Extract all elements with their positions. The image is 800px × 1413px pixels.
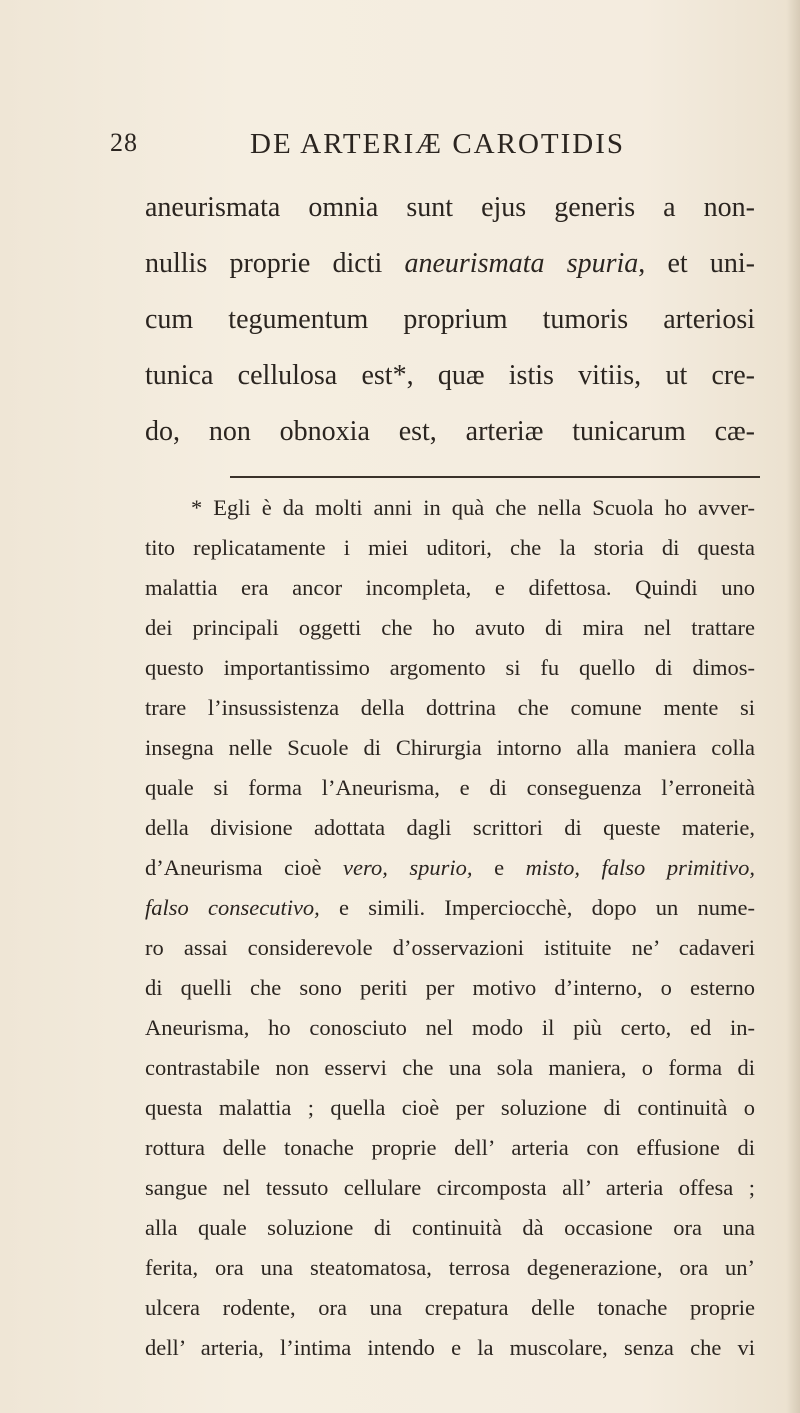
main-text-line xyxy=(145,348,755,404)
main-text-line xyxy=(145,404,755,460)
text-run: ro assai considerevole d’osservazioni istituite ne’ cadaveri xyxy=(145,935,755,960)
footnote-line xyxy=(145,1088,755,1128)
footnote-line xyxy=(145,688,755,728)
text-run: di quelli che sono periti per motivo d’interno, o esterno xyxy=(145,975,755,1000)
text-run: della divisione adottata dagli scrittori di queste materie, xyxy=(145,815,755,840)
footnote-line xyxy=(145,1128,755,1168)
italic-text-run: aneurismata spuria xyxy=(404,248,639,279)
text-run: e simili. Imperciocchè, dopo un nume- xyxy=(319,895,755,920)
text-run: quale si forma l’Aneurisma, e di conseguenza l’erroneità xyxy=(145,775,755,800)
text-run: Aneurisma, ho conosciuto nel modo il più certo, ed in- xyxy=(145,1015,755,1040)
text-run: e xyxy=(472,855,526,880)
text-run: tito replicatamente i miei uditori, che la storia di questa xyxy=(145,535,755,560)
text-run: ferita, ora una steatomatosa, terrosa degenerazione, ora un’ xyxy=(145,1255,755,1280)
footnote-line xyxy=(145,1328,755,1368)
footnote-line xyxy=(145,648,755,688)
footnote-line xyxy=(145,1208,755,1248)
footnote-line xyxy=(145,1168,755,1208)
footnote-line xyxy=(145,968,755,1008)
main-text-block xyxy=(145,180,755,460)
main-text-line xyxy=(145,180,755,236)
page-edge-shadow xyxy=(786,0,800,1413)
footnote-line xyxy=(145,1008,755,1048)
footnote-line xyxy=(145,848,755,888)
footnote-line xyxy=(145,488,755,528)
text-run: malattia era ancor incompleta, e difettosa. Quindi uno xyxy=(145,575,755,600)
footnote-line xyxy=(145,1248,755,1288)
footnote-block xyxy=(145,488,755,1368)
footnote-line xyxy=(145,528,755,568)
text-run: , et uni- xyxy=(638,248,755,279)
page-number: 28 xyxy=(110,128,138,157)
text-run: do, non obnoxia est, arteriæ tunicarum cæ- xyxy=(145,416,755,447)
footnote-line xyxy=(145,808,755,848)
text-run: questa malattia ; quella cioè per soluzione di continuità o xyxy=(145,1095,755,1120)
footnote-line xyxy=(145,568,755,608)
text-run: dell’ arteria, l’intima intendo e la muscolare, senza che vi xyxy=(145,1335,755,1360)
italic-text-run: misto, falso primitivo, xyxy=(525,855,755,880)
page-header xyxy=(110,128,710,168)
text-run: dei principali oggetti che ho avuto di mira nel trattare xyxy=(145,615,755,640)
main-text-line xyxy=(145,236,755,292)
text-run: cum tegumentum proprium tumoris arteriosi xyxy=(145,304,755,335)
footnote-line xyxy=(145,728,755,768)
italic-text-run: vero, spurio, xyxy=(343,855,473,880)
text-run: sangue nel tessuto cellulare circomposta all’ arteria offesa ; xyxy=(145,1175,755,1200)
text-run: alla quale soluzione di continuità dà occasione ora una xyxy=(145,1215,755,1240)
text-run: ulcera rodente, ora una crepatura delle tonache proprie xyxy=(145,1295,755,1320)
footnote-line xyxy=(145,768,755,808)
text-run: questo importantissimo argomento si fu quello di dimos- xyxy=(145,655,755,680)
footnote-line xyxy=(145,928,755,968)
text-run: insegna nelle Scuole di Chirurgia intorno alla maniera colla xyxy=(145,735,755,760)
text-run: tunica cellulosa est*, quæ istis vitiis, ut cre- xyxy=(145,360,755,391)
footnote-separator-rule xyxy=(230,476,760,478)
footnote-line xyxy=(145,888,755,928)
text-run: d’Aneurisma cioè xyxy=(145,855,344,880)
italic-text-run: falso consecutivo, xyxy=(145,895,320,920)
text-run: nullis proprie dicti xyxy=(145,248,405,279)
footnote-line xyxy=(145,608,755,648)
footnote-line xyxy=(145,1288,755,1328)
text-run: contrastabile non esservi che una sola maniera, o forma di xyxy=(145,1055,755,1080)
footnote-line xyxy=(145,1048,755,1088)
text-run: trare l’insussistenza della dottrina che comune mente si xyxy=(145,695,755,720)
running-title: DE ARTERIÆ CAROTIDIS xyxy=(250,128,625,160)
main-text-line xyxy=(145,292,755,348)
text-run: aneurismata omnia sunt ejus generis a non- xyxy=(145,192,755,223)
text-run: * Egli è da molti anni in quà che nella Scuola ho avver- xyxy=(191,495,755,520)
text-run: rottura delle tonache proprie dell’ arteria con effusione di xyxy=(145,1135,755,1160)
